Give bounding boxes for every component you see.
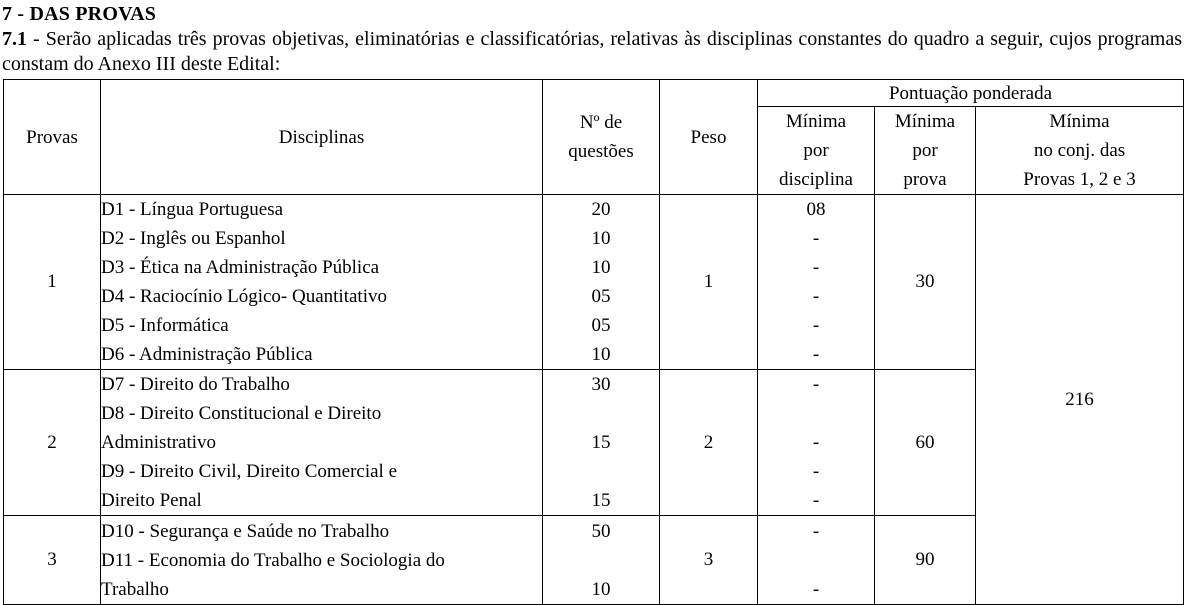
cell-minima-prova-2: 60 [875,370,976,516]
discipline-d9-line-2: Direito Penal [101,490,202,511]
cell-disciplinas-prova-2 [101,370,543,516]
questoes-d6: 10 [591,344,611,365]
num-questoes-line-2: questões [568,141,634,162]
cell-prova-1: 1 [4,195,101,370]
cell-minima-prova-1: 30 [875,195,976,370]
minima-prova-line-1: Mínima [894,111,956,132]
cell-minima-prova-3: 90 [875,516,976,605]
questoes-d10: 50 [591,520,611,542]
questoes-d4: 05 [591,286,611,307]
table-header-row-group [4,80,1184,107]
intro-text: - Serão aplicadas três provas objetivas, eliminatórias e classificatórias, relativas às disciplinas constantes do quadro a seguir, cujos programas constam do Anexo III deste Edital: [2,28,1182,75]
discipline-d1: D1 - Língua Portuguesa [101,199,284,220]
minima-disciplina-d3: - [812,257,820,278]
discipline-d11-line-2: Trabalho [101,578,169,600]
num-questoes-line-1: Nº de [579,112,623,133]
questoes-spacer-3 [543,546,659,575]
cell-prova-2: 2 [4,370,101,516]
cell-minima-disciplina-prova-2 [758,370,875,516]
discipline-d10: D10 - Segurança e Saúde no Trabalho [101,520,390,542]
column-header-peso: Peso [660,80,758,195]
exam-structure-table [3,79,1184,605]
cell-disciplinas-prova-1 [101,195,543,370]
questoes-d3: 10 [591,257,611,278]
intro-paragraph [2,27,1184,77]
cell-minima-conjunto-provas: 216 [976,195,1184,605]
questoes-d2: 10 [591,228,611,249]
minima-disciplina-spacer-2 [758,546,874,575]
minima-disciplina-extra: - [812,490,820,511]
questoes-spacer-2 [543,457,659,486]
questoes-d11: 10 [591,578,611,600]
column-header-disciplinas: Disciplinas [101,80,543,195]
minima-disciplina-line-2: por [803,140,829,161]
questoes-d9: 15 [591,490,611,511]
page-title: 7 - DAS PROVAS [2,3,157,25]
discipline-d2: D2 - Inglês ou Espanhol [101,228,286,249]
discipline-d8-line-2: Administrativo [101,432,217,453]
table-row [4,195,1184,370]
minima-disciplina-d4: - [812,286,820,307]
minima-prova-line-2: por [912,140,938,161]
questoes-spacer-1 [543,399,659,428]
discipline-d9-line-1: D9 - Direito Civil, Direito Comercial e [101,461,398,482]
column-header-provas: Provas [4,80,101,195]
minima-disciplina-d8: - [812,432,820,453]
minima-disciplina-d10: - [812,520,820,542]
cell-prova-3: 3 [4,516,101,605]
discipline-d8-line-1: D8 - Direito Constitucional e Direito [101,403,382,424]
minima-disciplina-d11: - [812,578,820,600]
cell-disciplinas-prova-3 [101,516,543,605]
cell-peso-prova-2: 2 [660,370,758,516]
discipline-d7: D7 - Direito do Trabalho [101,374,290,395]
column-header-num-questoes [543,80,660,195]
minima-conjunto-line-1: Mínima [1049,111,1110,132]
minima-disciplina-d5: - [812,315,820,336]
minima-disciplina-spacer-1 [758,399,874,428]
minima-disciplina-d9: - [812,461,820,482]
cell-peso-prova-3: 3 [660,516,758,605]
cell-questoes-prova-3 [543,516,660,605]
table-header [4,80,1184,195]
cell-questoes-prova-1 [543,195,660,370]
minima-disciplina-d1: 08 [806,199,826,220]
minima-disciplina-d6: - [812,344,820,365]
minima-disciplina-d7: - [812,374,820,395]
minima-conjunto-line-2: no conj. das [1033,140,1126,161]
cell-peso-prova-1: 1 [660,195,758,370]
column-header-minima-conjunto [976,107,1184,195]
discipline-d11-line-1: D11 - Economia do Trabalho e Sociologia do [101,549,445,571]
discipline-d6: D6 - Administração Pública [101,344,313,365]
questoes-d8: 15 [591,432,611,453]
document-page [0,2,1187,600]
discipline-d5: D5 - Informática [101,315,229,336]
discipline-d3: D3 - Ética na Administração Pública [101,257,380,278]
column-header-pontuacao-ponderada: Pontuação ponderada [758,80,1184,107]
questoes-d1: 20 [591,199,611,220]
minima-prova-line-3: prova [903,169,947,190]
table-body [4,195,1184,605]
column-header-minima-por-prova [875,107,976,195]
cell-minima-disciplina-prova-3 [758,516,875,605]
column-header-minima-por-disciplina [758,107,875,195]
discipline-d4: D4 - Raciocínio Lógico- Quantitativo [101,286,387,307]
cell-questoes-prova-2 [543,370,660,516]
questoes-d5: 05 [591,315,611,336]
cell-minima-disciplina-prova-1 [758,195,875,370]
minima-disciplina-d2: - [812,228,820,249]
intro-item-number: 7.1 [2,28,27,50]
minima-conjunto-line-3: Provas 1, 2 e 3 [1023,169,1136,190]
questoes-d7: 30 [591,374,611,395]
minima-disciplina-line-3: disciplina [779,169,853,190]
minima-disciplina-line-1: Mínima [785,111,847,132]
